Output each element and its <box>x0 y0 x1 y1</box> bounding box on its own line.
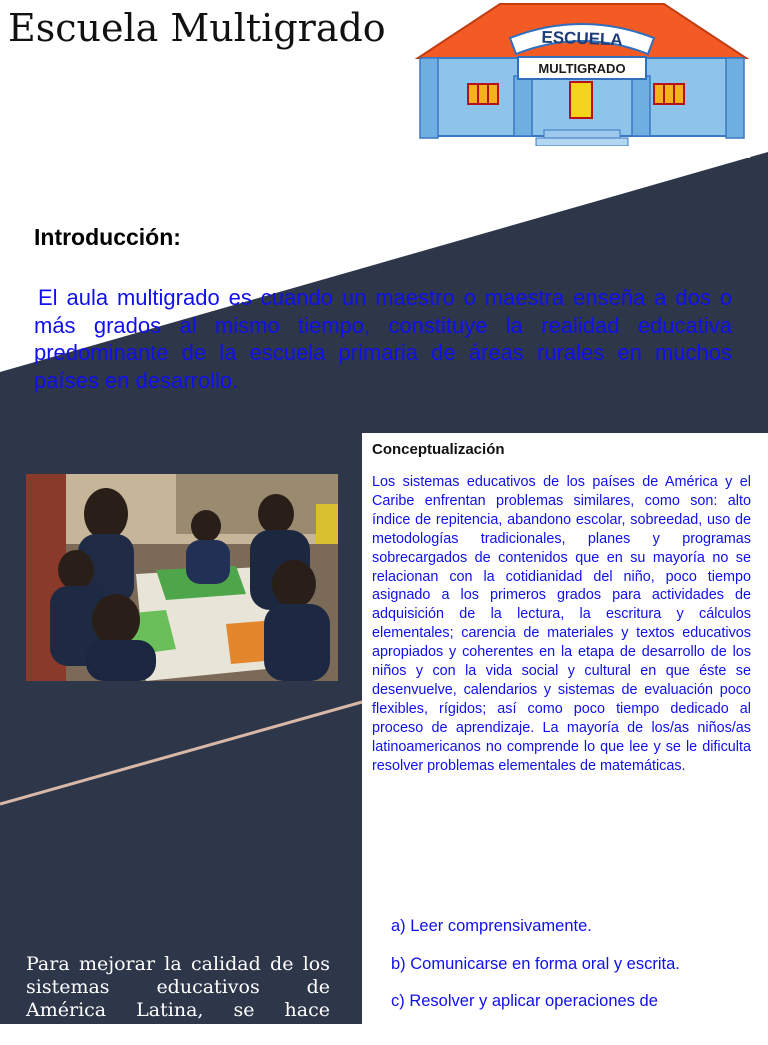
intro-heading: Introducción: <box>34 224 181 250</box>
logo-arch-text: ESCUELA <box>541 27 623 50</box>
classroom-photo <box>26 474 338 681</box>
intro-paragraph: El aula multigrado es cuando un maestro o maestra enseña a dos o más grados al mismo tiempo, constituye la realidad educativa predominante de la escuela primaria de áreas rurales en muchos países en desarrollo. <box>34 285 732 393</box>
page-title: Escuela Multigrado <box>8 6 386 50</box>
concept-heading: Conceptualización <box>372 441 505 458</box>
logo-sign-text: MULTIGRADO <box>538 61 626 76</box>
conceptualization-panel <box>362 433 768 1024</box>
goal-item: a) Leer comprensivamente. <box>391 917 592 935</box>
goal-item: c) Resolver y aplicar operaciones de <box>391 992 658 1010</box>
goal-item: b) Comunicarse en forma oral y escrita. <box>391 954 680 973</box>
concept-paragraph: Los sistemas educativos de los países de América y el Caribe enfrentan problemas similares, como son: alto índice de repitencia, abandono escolar, sobreedad, uso de metodologías tradicionales, planes y programas sobrecargados de contenidos que en su mayoría no se relacionan con la cotidianidad del niño, poco tiempo asignado a los primeros grados para actividades de adquisición de la lectura, la escritura y cálculos elementales; carencia de materiales y textos educativos apropiados y coherentes en la etapa de desarrollo de los niños y con la vida social y cultural en que éste se desenvuelve, calendarios y sistemas de evaluación poco flexibles, rígidos; así como poco tiempo dedicado al proceso de aprendizaje. La mayoría de los/as niños/as latinoamericanos no comprende lo que lee y se le dificulta resolver problemas elementales de matemáticas. <box>372 474 751 774</box>
goals-list <box>391 915 680 1028</box>
school-building-logo <box>414 0 750 158</box>
bottom-paragraph: Para mejorar la calidad de los sistemas educativos de América Latina, se hace necesario <box>26 953 330 1044</box>
